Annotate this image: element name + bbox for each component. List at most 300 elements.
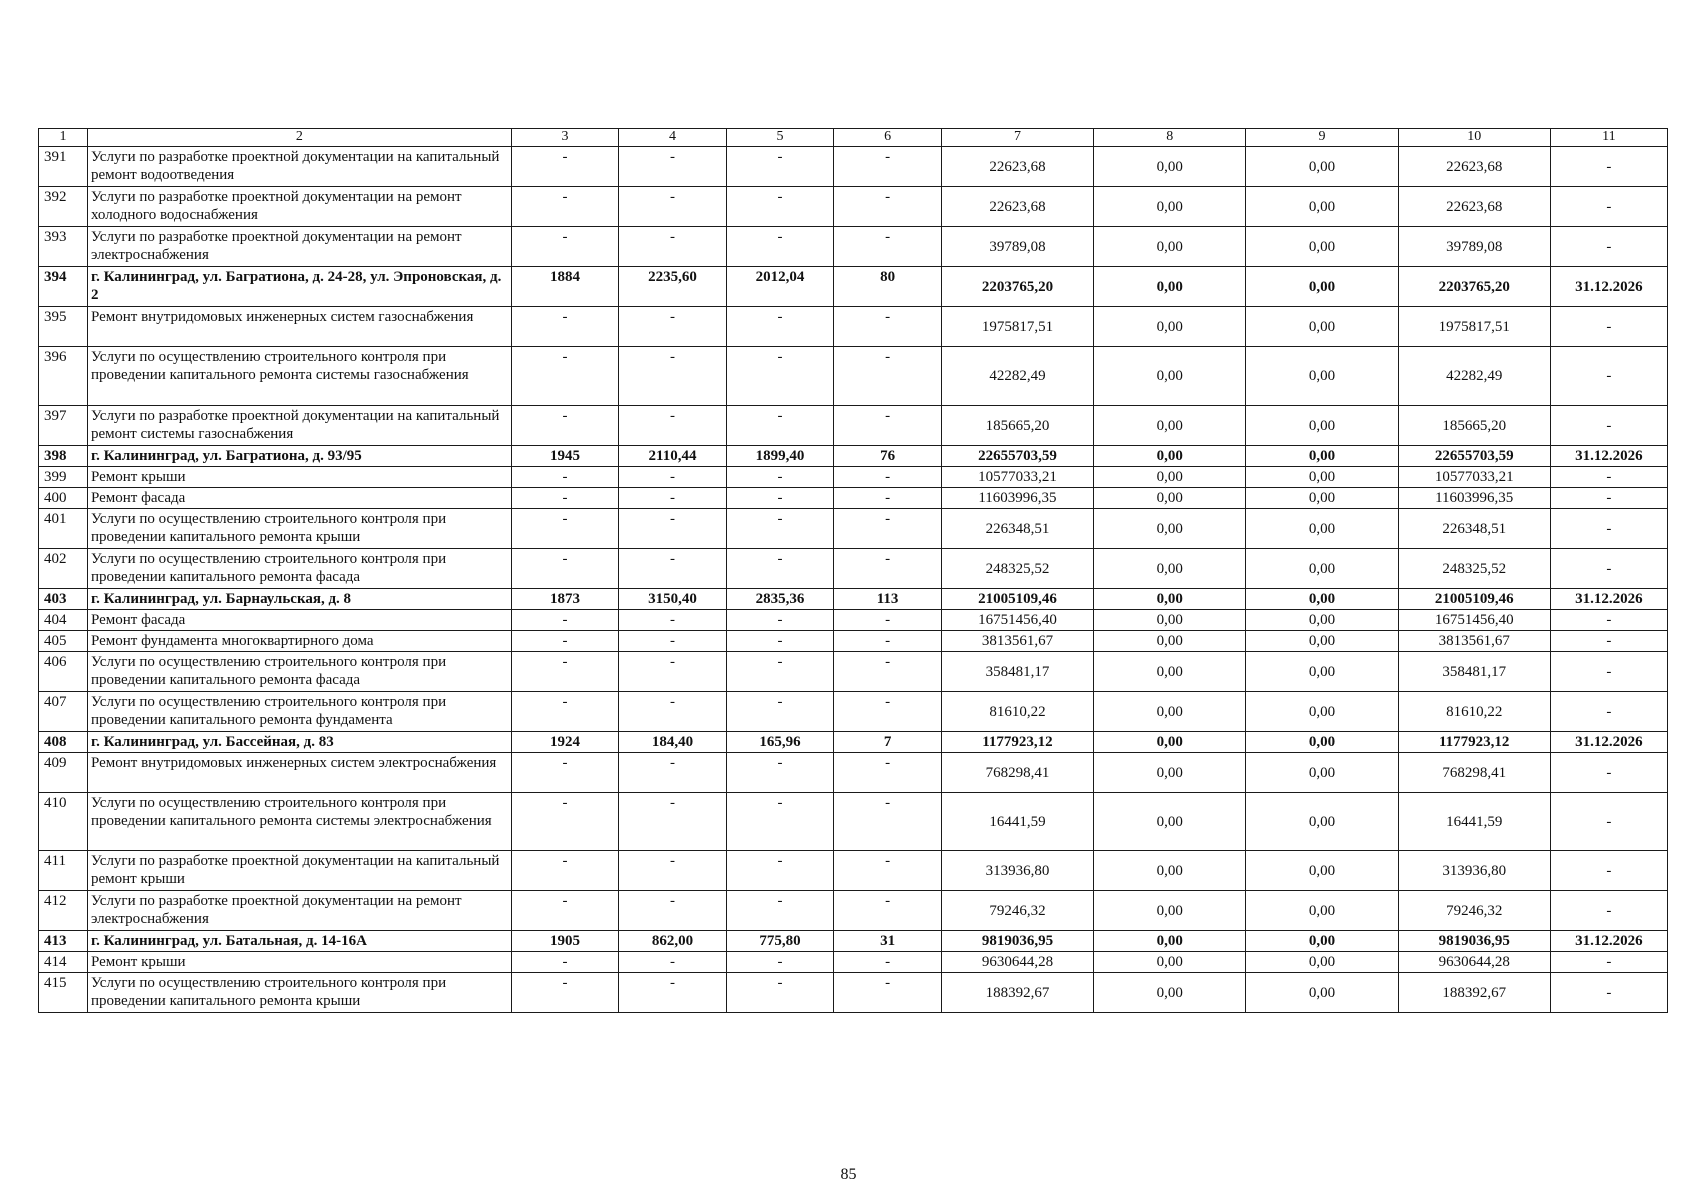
col8-cell: 0,00 (1094, 347, 1246, 406)
col6-cell: - (834, 307, 942, 347)
col3-cell: 1905 (511, 931, 619, 952)
col5-cell: 775,80 (726, 931, 834, 952)
row-number-cell: 397 (39, 406, 88, 446)
col10-cell: 248325,52 (1398, 549, 1550, 589)
col11-cell: 31.12.2026 (1550, 589, 1667, 610)
col6-cell: - (834, 549, 942, 589)
table-row (39, 851, 1668, 891)
col4-cell: 862,00 (619, 931, 727, 952)
col11-cell: - (1550, 952, 1667, 973)
col11-cell: - (1550, 488, 1667, 509)
col4-cell: - (619, 692, 727, 732)
row-name-cell: Услуги по разработке проектной документации на капитальный ремонт крыши (87, 851, 511, 891)
col10-cell: 2203765,20 (1398, 267, 1550, 307)
col6-cell: - (834, 793, 942, 851)
row-name-cell: г. Калининград, ул. Батальная, д. 14-16А (87, 931, 511, 952)
col7-cell: 22655703,59 (941, 446, 1093, 467)
col11-cell: - (1550, 467, 1667, 488)
col11-cell: - (1550, 227, 1667, 267)
col11-cell: 31.12.2026 (1550, 446, 1667, 467)
col4-cell: - (619, 509, 727, 549)
col10-cell: 16751456,40 (1398, 610, 1550, 631)
col7-cell: 79246,32 (941, 891, 1093, 931)
col10-cell: 768298,41 (1398, 753, 1550, 793)
col5-cell: - (726, 793, 834, 851)
col3-cell: - (511, 488, 619, 509)
col9-cell: 0,00 (1246, 549, 1398, 589)
col5-cell: - (726, 227, 834, 267)
col3-cell: - (511, 793, 619, 851)
col9-cell: 0,00 (1246, 652, 1398, 692)
col6-cell: 31 (834, 931, 942, 952)
row-number-cell: 402 (39, 549, 88, 589)
col5-cell: - (726, 610, 834, 631)
col7-cell: 9630644,28 (941, 952, 1093, 973)
col5-cell: - (726, 509, 834, 549)
col7-cell: 81610,22 (941, 692, 1093, 732)
col8-cell: 0,00 (1094, 446, 1246, 467)
col7-cell: 21005109,46 (941, 589, 1093, 610)
col3-cell: - (511, 307, 619, 347)
col6-cell: - (834, 973, 942, 1013)
col10-cell: 358481,17 (1398, 652, 1550, 692)
col10-cell: 9630644,28 (1398, 952, 1550, 973)
col6-cell: - (834, 753, 942, 793)
table-row (39, 446, 1668, 467)
table-row (39, 793, 1668, 851)
table-row (39, 187, 1668, 227)
col4-cell: - (619, 952, 727, 973)
col5-cell: - (726, 406, 834, 446)
row-name-cell: Ремонт фасада (87, 610, 511, 631)
col7-cell: 11603996,35 (941, 488, 1093, 509)
col9-cell: 0,00 (1246, 692, 1398, 732)
col4-cell: - (619, 187, 727, 227)
row-number-cell: 412 (39, 891, 88, 931)
col10-cell: 10577033,21 (1398, 467, 1550, 488)
table-row (39, 753, 1668, 793)
col4-cell: 2235,60 (619, 267, 727, 307)
row-name-cell: Ремонт фасада (87, 488, 511, 509)
col8-cell: 0,00 (1094, 851, 1246, 891)
col7-cell: 16751456,40 (941, 610, 1093, 631)
col9-cell: 0,00 (1246, 227, 1398, 267)
col5-cell: - (726, 549, 834, 589)
col9-cell: 0,00 (1246, 406, 1398, 446)
col4-cell: 2110,44 (619, 446, 727, 467)
col9-cell: 0,00 (1246, 147, 1398, 187)
col10-cell: 39789,08 (1398, 227, 1550, 267)
col8-cell: 0,00 (1094, 488, 1246, 509)
table-row (39, 891, 1668, 931)
col11-cell: - (1550, 973, 1667, 1013)
col10-cell: 79246,32 (1398, 891, 1550, 931)
col7-cell: 16441,59 (941, 793, 1093, 851)
row-name-cell: Услуги по осуществлению строительного контроля при проведении капитального ремонта системы электроснабжения (87, 793, 511, 851)
col8-cell: 0,00 (1094, 931, 1246, 952)
col10-cell: 42282,49 (1398, 347, 1550, 406)
col8-cell: 0,00 (1094, 549, 1246, 589)
table-row (39, 347, 1668, 406)
col5-cell: - (726, 973, 834, 1013)
col3-cell: 1884 (511, 267, 619, 307)
col9-cell: 0,00 (1246, 347, 1398, 406)
col5-cell: - (726, 347, 834, 406)
col6-cell: - (834, 488, 942, 509)
col9-cell: 0,00 (1246, 307, 1398, 347)
col11-cell: - (1550, 549, 1667, 589)
col11-cell: - (1550, 347, 1667, 406)
row-number-cell: 414 (39, 952, 88, 973)
table-row (39, 509, 1668, 549)
column-header: 1 (39, 129, 88, 147)
col7-cell: 1177923,12 (941, 732, 1093, 753)
col7-cell: 358481,17 (941, 652, 1093, 692)
col4-cell: - (619, 467, 727, 488)
col10-cell: 1975817,51 (1398, 307, 1550, 347)
col6-cell: - (834, 187, 942, 227)
col8-cell: 0,00 (1094, 793, 1246, 851)
col10-cell: 313936,80 (1398, 851, 1550, 891)
col9-cell: 0,00 (1246, 446, 1398, 467)
col6-cell: - (834, 891, 942, 931)
col11-cell: - (1550, 631, 1667, 652)
col8-cell: 0,00 (1094, 267, 1246, 307)
col7-cell: 10577033,21 (941, 467, 1093, 488)
col8-cell: 0,00 (1094, 692, 1246, 732)
row-number-cell: 406 (39, 652, 88, 692)
col3-cell: 1945 (511, 446, 619, 467)
col6-cell: - (834, 467, 942, 488)
col3-cell: - (511, 406, 619, 446)
col3-cell: - (511, 347, 619, 406)
col4-cell: - (619, 549, 727, 589)
col5-cell: 1899,40 (726, 446, 834, 467)
col7-cell: 768298,41 (941, 753, 1093, 793)
col6-cell: - (834, 631, 942, 652)
col8-cell: 0,00 (1094, 973, 1246, 1013)
column-header: 2 (87, 129, 511, 147)
col8-cell: 0,00 (1094, 227, 1246, 267)
col4-cell: - (619, 610, 727, 631)
row-number-cell: 393 (39, 227, 88, 267)
table-row (39, 931, 1668, 952)
col3-cell: - (511, 652, 619, 692)
column-header: 11 (1550, 129, 1667, 147)
col3-cell: - (511, 692, 619, 732)
col9-cell: 0,00 (1246, 610, 1398, 631)
col9-cell: 0,00 (1246, 891, 1398, 931)
col9-cell: 0,00 (1246, 952, 1398, 973)
col6-cell: - (834, 952, 942, 973)
col11-cell: - (1550, 610, 1667, 631)
col5-cell: - (726, 652, 834, 692)
table-row (39, 631, 1668, 652)
row-name-cell: Ремонт внутридомовых инженерных систем электроснабжения (87, 753, 511, 793)
col8-cell: 0,00 (1094, 147, 1246, 187)
col5-cell: - (726, 952, 834, 973)
row-name-cell: г. Калининград, ул. Барнаульская, д. 8 (87, 589, 511, 610)
col8-cell: 0,00 (1094, 732, 1246, 753)
col4-cell: - (619, 406, 727, 446)
row-name-cell: Ремонт крыши (87, 467, 511, 488)
col10-cell: 185665,20 (1398, 406, 1550, 446)
col5-cell: - (726, 467, 834, 488)
col6-cell: - (834, 851, 942, 891)
col6-cell: 7 (834, 732, 942, 753)
col10-cell: 188392,67 (1398, 973, 1550, 1013)
col6-cell: - (834, 227, 942, 267)
col5-cell: - (726, 147, 834, 187)
col8-cell: 0,00 (1094, 589, 1246, 610)
row-name-cell: Услуги по разработке проектной документации на капитальный ремонт системы газоснабжения (87, 406, 511, 446)
col3-cell: 1873 (511, 589, 619, 610)
col6-cell: - (834, 509, 942, 549)
col5-cell: - (726, 631, 834, 652)
col6-cell: 80 (834, 267, 942, 307)
col9-cell: 0,00 (1246, 753, 1398, 793)
col5-cell: - (726, 851, 834, 891)
col3-cell: - (511, 610, 619, 631)
col8-cell: 0,00 (1094, 891, 1246, 931)
col4-cell: - (619, 227, 727, 267)
table-row (39, 467, 1668, 488)
table-row (39, 307, 1668, 347)
row-number-cell: 394 (39, 267, 88, 307)
col3-cell: 1924 (511, 732, 619, 753)
column-header: 5 (726, 129, 834, 147)
col11-cell: - (1550, 652, 1667, 692)
row-name-cell: Услуги по осуществлению строительного контроля при проведении капитального ремонта фасада (87, 549, 511, 589)
col3-cell: - (511, 147, 619, 187)
row-number-cell: 403 (39, 589, 88, 610)
col3-cell: - (511, 467, 619, 488)
col11-cell: 31.12.2026 (1550, 267, 1667, 307)
row-number-cell: 396 (39, 347, 88, 406)
col11-cell: 31.12.2026 (1550, 732, 1667, 753)
col5-cell: 2835,36 (726, 589, 834, 610)
table-row (39, 610, 1668, 631)
row-number-cell: 408 (39, 732, 88, 753)
register-table (38, 128, 1668, 1013)
col8-cell: 0,00 (1094, 753, 1246, 793)
col11-cell: - (1550, 187, 1667, 227)
col4-cell: - (619, 793, 727, 851)
col8-cell: 0,00 (1094, 509, 1246, 549)
col7-cell: 226348,51 (941, 509, 1093, 549)
row-number-cell: 401 (39, 509, 88, 549)
col7-cell: 2203765,20 (941, 267, 1093, 307)
row-number-cell: 405 (39, 631, 88, 652)
row-number-cell: 407 (39, 692, 88, 732)
row-name-cell: Услуги по разработке проектной документации на ремонт электроснабжения (87, 227, 511, 267)
col7-cell: 42282,49 (941, 347, 1093, 406)
col4-cell: 184,40 (619, 732, 727, 753)
col9-cell: 0,00 (1246, 851, 1398, 891)
col10-cell: 11603996,35 (1398, 488, 1550, 509)
col8-cell: 0,00 (1094, 952, 1246, 973)
row-name-cell: Услуги по разработке проектной документации на ремонт электроснабжения (87, 891, 511, 931)
col8-cell: 0,00 (1094, 467, 1246, 488)
col4-cell: - (619, 307, 727, 347)
col10-cell: 22623,68 (1398, 147, 1550, 187)
col7-cell: 22623,68 (941, 147, 1093, 187)
col11-cell: - (1550, 753, 1667, 793)
row-name-cell: г. Калининград, ул. Багратиона, д. 93/95 (87, 446, 511, 467)
col5-cell: 165,96 (726, 732, 834, 753)
col5-cell: - (726, 307, 834, 347)
row-name-cell: Услуги по осуществлению строительного контроля при проведении капитального ремонта фасада (87, 652, 511, 692)
col10-cell: 16441,59 (1398, 793, 1550, 851)
col3-cell: - (511, 851, 619, 891)
col7-cell: 185665,20 (941, 406, 1093, 446)
col3-cell: - (511, 952, 619, 973)
column-header: 8 (1094, 129, 1246, 147)
row-name-cell: г. Калининград, ул. Багратиона, д. 24-28, ул. Эпроновская, д. 2 (87, 267, 511, 307)
row-number-cell: 413 (39, 931, 88, 952)
column-header: 4 (619, 129, 727, 147)
table-row (39, 267, 1668, 307)
col9-cell: 0,00 (1246, 187, 1398, 227)
col9-cell: 0,00 (1246, 793, 1398, 851)
col9-cell: 0,00 (1246, 267, 1398, 307)
col4-cell: - (619, 973, 727, 1013)
col10-cell: 226348,51 (1398, 509, 1550, 549)
col7-cell: 9819036,95 (941, 931, 1093, 952)
col3-cell: - (511, 891, 619, 931)
column-number-row (39, 129, 1668, 147)
page-number: 85 (840, 1166, 857, 1183)
table-row (39, 549, 1668, 589)
row-name-cell: г. Калининград, ул. Бассейная, д. 83 (87, 732, 511, 753)
col6-cell: - (834, 652, 942, 692)
row-number-cell: 409 (39, 753, 88, 793)
col7-cell: 1975817,51 (941, 307, 1093, 347)
col3-cell: - (511, 631, 619, 652)
col11-cell: 31.12.2026 (1550, 931, 1667, 952)
col10-cell: 81610,22 (1398, 692, 1550, 732)
col10-cell: 21005109,46 (1398, 589, 1550, 610)
col11-cell: - (1550, 891, 1667, 931)
col10-cell: 9819036,95 (1398, 931, 1550, 952)
table-body (39, 129, 1668, 1013)
row-name-cell: Услуги по осуществлению строительного контроля при проведении капитального ремонта фундамента (87, 692, 511, 732)
col7-cell: 248325,52 (941, 549, 1093, 589)
col9-cell: 0,00 (1246, 509, 1398, 549)
table-row (39, 952, 1668, 973)
col6-cell: 113 (834, 589, 942, 610)
col11-cell: - (1550, 307, 1667, 347)
col6-cell: - (834, 692, 942, 732)
col8-cell: 0,00 (1094, 307, 1246, 347)
col8-cell: 0,00 (1094, 187, 1246, 227)
row-name-cell: Услуги по разработке проектной документации на капитальный ремонт водоотведения (87, 147, 511, 187)
col9-cell: 0,00 (1246, 931, 1398, 952)
column-header: 10 (1398, 129, 1550, 147)
col9-cell: 0,00 (1246, 973, 1398, 1013)
col4-cell: - (619, 891, 727, 931)
row-number-cell: 392 (39, 187, 88, 227)
col11-cell: - (1550, 406, 1667, 446)
row-number-cell: 404 (39, 610, 88, 631)
row-name-cell: Ремонт фундамента многоквартирного дома (87, 631, 511, 652)
col9-cell: 0,00 (1246, 467, 1398, 488)
row-name-cell: Услуги по осуществлению строительного контроля при проведении капитального ремонта крыши (87, 509, 511, 549)
table-row (39, 973, 1668, 1013)
row-number-cell: 391 (39, 147, 88, 187)
row-number-cell: 415 (39, 973, 88, 1013)
row-name-cell: Услуги по осуществлению строительного контроля при проведении капитального ремонта системы газоснабжения (87, 347, 511, 406)
col10-cell: 3813561,67 (1398, 631, 1550, 652)
col3-cell: - (511, 509, 619, 549)
col8-cell: 0,00 (1094, 610, 1246, 631)
column-header: 9 (1246, 129, 1398, 147)
col6-cell: - (834, 406, 942, 446)
table-row (39, 147, 1668, 187)
col7-cell: 188392,67 (941, 973, 1093, 1013)
col3-cell: - (511, 187, 619, 227)
row-number-cell: 411 (39, 851, 88, 891)
col3-cell: - (511, 753, 619, 793)
col4-cell: - (619, 631, 727, 652)
col11-cell: - (1550, 793, 1667, 851)
col4-cell: - (619, 652, 727, 692)
col4-cell: - (619, 147, 727, 187)
table-row (39, 589, 1668, 610)
table-row (39, 488, 1668, 509)
col5-cell: 2012,04 (726, 267, 834, 307)
table-row (39, 406, 1668, 446)
table-row (39, 692, 1668, 732)
col11-cell: - (1550, 147, 1667, 187)
row-name-cell: Ремонт крыши (87, 952, 511, 973)
col8-cell: 0,00 (1094, 652, 1246, 692)
col9-cell: 0,00 (1246, 589, 1398, 610)
col11-cell: - (1550, 692, 1667, 732)
col5-cell: - (726, 488, 834, 509)
table-row (39, 227, 1668, 267)
col4-cell: - (619, 488, 727, 509)
row-number-cell: 400 (39, 488, 88, 509)
col6-cell: - (834, 147, 942, 187)
col6-cell: - (834, 610, 942, 631)
col3-cell: - (511, 549, 619, 589)
col4-cell: - (619, 753, 727, 793)
row-name-cell: Ремонт внутридомовых инженерных систем газоснабжения (87, 307, 511, 347)
row-name-cell: Услуги по осуществлению строительного контроля при проведении капитального ремонта крыши (87, 973, 511, 1013)
col8-cell: 0,00 (1094, 406, 1246, 446)
col9-cell: 0,00 (1246, 732, 1398, 753)
col9-cell: 0,00 (1246, 488, 1398, 509)
col5-cell: - (726, 753, 834, 793)
col5-cell: - (726, 692, 834, 732)
col11-cell: - (1550, 851, 1667, 891)
table-row (39, 732, 1668, 753)
col4-cell: - (619, 347, 727, 406)
row-number-cell: 398 (39, 446, 88, 467)
col4-cell: - (619, 851, 727, 891)
col4-cell: 3150,40 (619, 589, 727, 610)
col10-cell: 22655703,59 (1398, 446, 1550, 467)
col8-cell: 0,00 (1094, 631, 1246, 652)
col5-cell: - (726, 187, 834, 227)
col6-cell: 76 (834, 446, 942, 467)
row-number-cell: 399 (39, 467, 88, 488)
col10-cell: 1177923,12 (1398, 732, 1550, 753)
col7-cell: 313936,80 (941, 851, 1093, 891)
table-row (39, 652, 1668, 692)
col3-cell: - (511, 227, 619, 267)
